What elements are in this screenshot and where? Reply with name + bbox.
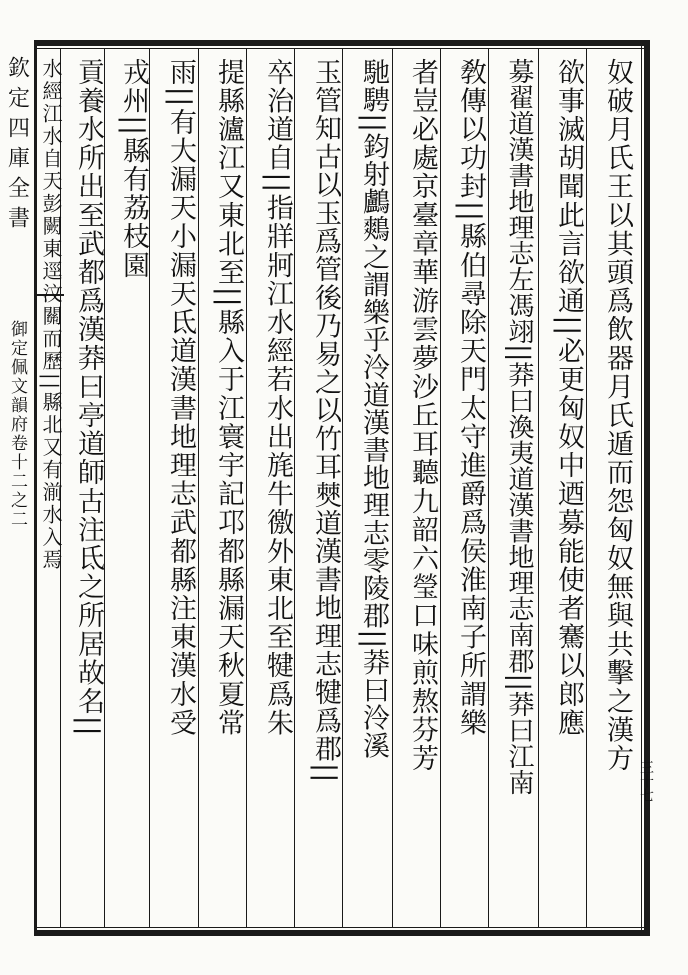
column-text: 欲事滅胡聞此言欲通||必更匈奴中迺募能使者騫以郎應 bbox=[553, 58, 584, 738]
column-line bbox=[586, 48, 587, 927]
column-text: 馳騁||鈞射鸕鷞之謂樂乎泠道漢書地理志零陵郡||莽曰泠溪 bbox=[358, 58, 389, 760]
text-column-13-visible bbox=[40, 58, 62, 571]
column-line bbox=[440, 48, 441, 927]
column-line bbox=[342, 48, 343, 927]
column-text: 貢養水所出至武都爲漢莽曰亭道師古注氐之所居故名|| bbox=[73, 58, 104, 738]
bottom-border bbox=[34, 930, 650, 936]
column-text: 玉管知古以玉爲管後乃易之以竹耳僰道漢書地理志犍爲郡|| bbox=[310, 58, 341, 784]
top-border bbox=[34, 40, 650, 46]
column-text: 提縣瀘江又東北至||縣入于江寰宇記邛都縣漏天秋夏常 bbox=[213, 58, 244, 738]
margin-chapter: 御定佩文韻府卷十二之二 bbox=[7, 320, 27, 529]
text-column-11 bbox=[108, 58, 148, 280]
text-column-5 bbox=[397, 58, 437, 773]
column-line bbox=[488, 48, 489, 927]
text-column-7 bbox=[300, 58, 340, 784]
text-column-1 bbox=[592, 58, 632, 773]
text-column-3 bbox=[494, 58, 534, 795]
chapter-margin bbox=[2, 320, 32, 529]
book-title-margin bbox=[2, 56, 32, 236]
text-column-10 bbox=[155, 58, 195, 737]
column-text: 奴破月氏王以其頭爲飲器月氏遁而怨匈奴無與共擊之漢方 bbox=[602, 58, 633, 773]
text-column-4 bbox=[445, 58, 485, 737]
column-text: 雨||有大漏天小漏天氐道漢書地理志武都縣注東漢水受 bbox=[165, 58, 196, 738]
page-number: 三十七 bbox=[638, 760, 654, 802]
column-line bbox=[198, 48, 199, 927]
margin-title: 欽定四庫全書 bbox=[4, 56, 30, 236]
column-line bbox=[392, 48, 393, 927]
column-text: 募翟道漢書地理志左馮翊||莽曰渙夷道漢書地理志南郡||莽曰江南 bbox=[504, 58, 534, 796]
column-line bbox=[149, 48, 150, 927]
column-text: 卒治道自||指牂牁江水經若水出旄牛徼外東北至犍爲朱 bbox=[262, 58, 293, 738]
text-column-12 bbox=[63, 58, 103, 737]
text-column-2 bbox=[543, 58, 583, 737]
column-line bbox=[538, 48, 539, 927]
column-line bbox=[294, 48, 295, 927]
column-text: 者豈必處京臺章華游雲夢沙丘耳聽九韶六瑩口味煎熬芬芳 bbox=[407, 58, 438, 773]
text-column-9 bbox=[203, 58, 243, 737]
column-line bbox=[246, 48, 247, 927]
text-column-6 bbox=[348, 58, 388, 759]
column-line bbox=[104, 48, 105, 927]
bottom-border-inner bbox=[34, 927, 650, 928]
text-column-8 bbox=[252, 58, 292, 737]
column-text: 敎傳以功封||縣伯尋除天門太守進爵爲侯淮南子所謂樂 bbox=[455, 58, 486, 738]
column-text: 戎州||縣有荔枝園 bbox=[118, 58, 149, 280]
left-border bbox=[34, 40, 37, 936]
column-text: 水經江水自天彭闕東逕汶關而歷||縣北又有湔水入焉 bbox=[39, 58, 63, 572]
